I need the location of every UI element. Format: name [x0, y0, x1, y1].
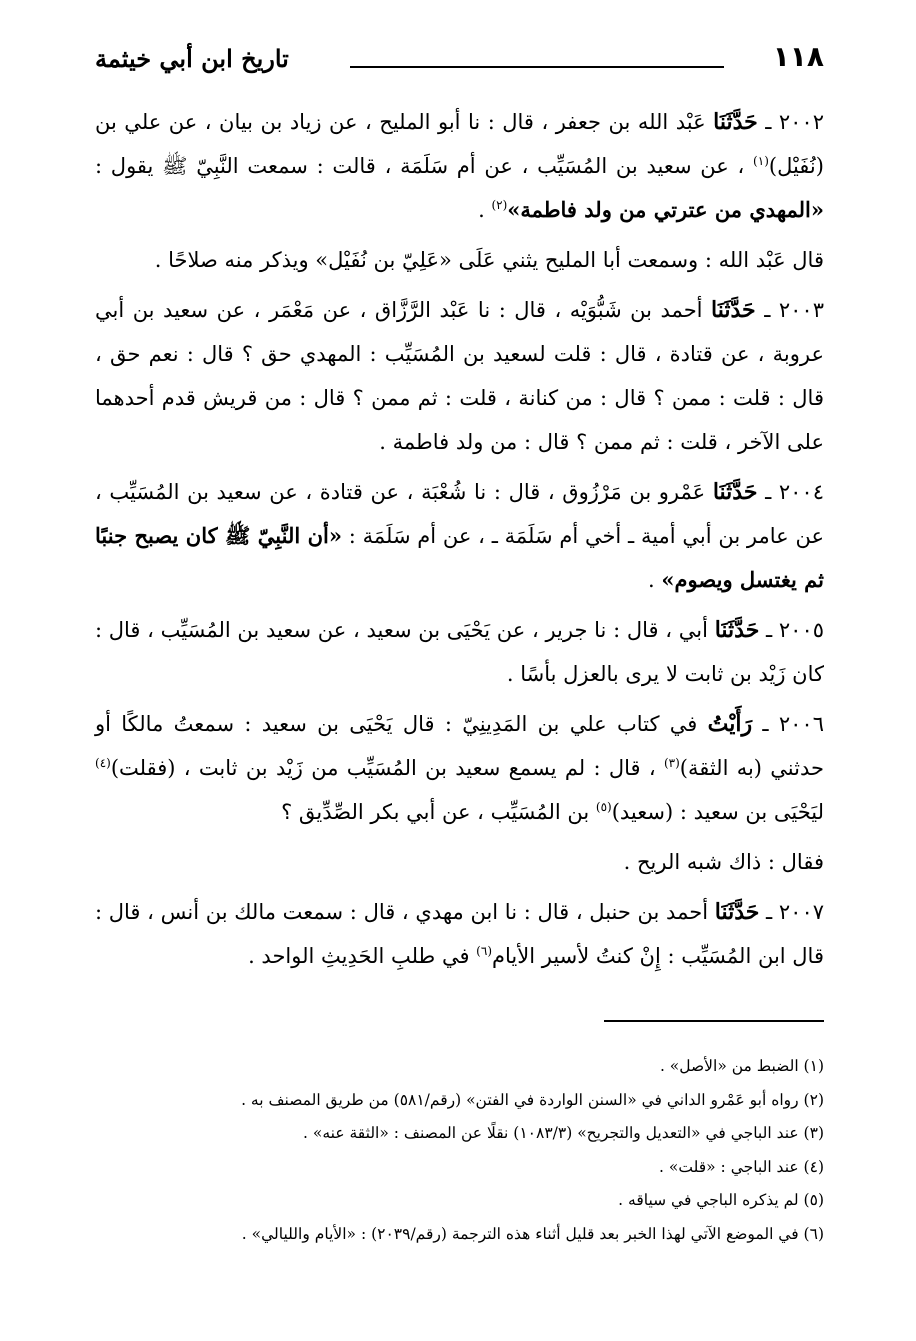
footnotes [95, 1050, 824, 1251]
entry-text: أبي ، قال : نا جرير ، عن يَحْيَى بن سعيد ، عن سعيد بن المُسَيِّب ، قال : كان زَيْد بن ثابت لا يرى بالعزل بأسًا . [95, 618, 824, 686]
entry-lead: حَدَّثَنَا [711, 297, 756, 323]
footnote: (٣) عند الباجي في «التعديل والتجريح» (١٠٨٣/٣) نقلًا عن المصنف : «الثقة عنه» . [303, 1124, 824, 1142]
entry-lead: حَدَّثَنَا [714, 899, 760, 925]
entry-text: ، عن سعيد بن المُسَيِّب ، عن أم سَلَمَة ، قالت : سمعت النَّبِيّ ﷺ يقول : [95, 154, 745, 178]
entry-end: . [478, 198, 485, 222]
entry-end: . [648, 568, 655, 592]
hadith-quote: «أن النَّبِيّ ﷺ كان يصبح جنبًا ثم يغتسل ويصوم» [95, 523, 824, 592]
entry-note [95, 238, 824, 282]
entry-text: ليَحْيَى بن سعيد : (سعيد) [611, 800, 824, 824]
entry-text: أحمد بن شَبُّوَيْه ، قال : نا عَبْد الرَّزَّاق ، عن مَعْمَر ، عن سعيد بن أبي عروبة ، عن قتادة ، قال : قلت لسعيد بن المُسَيِّب : المهدي حق ؟ قال : نعم حق ، قال : قلت : ممن ؟ قال : من كنانة ، قلت : ثم ممن ؟ قال : من قريش قدم أحدهما على الآخر ، قلت : ثم ممن ؟ قال : من ولد فاطمة . [95, 298, 824, 454]
entry-number: ٢٠٠٥ ـ [766, 618, 825, 642]
entry-number: ٢٠٠٢ ـ [765, 110, 824, 134]
entry-lead: حَدَّثَنَا [712, 479, 758, 505]
entry-text: في طلبِ الحَدِيثِ الواحد . [248, 944, 470, 968]
entry-lead: حَدَّثَنَا [713, 109, 758, 135]
entry-text: أحمد بن حنبل ، قال : نا ابن مهدي ، قال : سمعت مالك بن أنس ، قال : قال ابن المُسَيِّب : إِنْ كنتُ لأسير الأيام [95, 900, 824, 968]
entry-note [95, 840, 824, 884]
hadith-quote: «المهدي من عترتي من ولد فاطمة» [507, 197, 824, 222]
entry-lead: حَدَّثَنَا [714, 617, 760, 643]
entry-2006 [95, 702, 824, 834]
footnote-ref: (٦) [476, 944, 492, 958]
entry-text: عَبْد الله بن جعفر ، قال : نا أبو المليح ، عن زياد بن بيان ، عن علي بن (نُفَيْل) [95, 110, 824, 178]
entry-2002 [95, 100, 824, 232]
entry-2004 [95, 470, 824, 602]
footnote: (٦) في الموضع الآتي لهذا الخبر بعد قليل أثناء هذه الترجمة (رقم/٢٠٣٩) : «الأيام والليالي» . [241, 1224, 824, 1243]
entry-text: بن المُسَيِّب ، عن أبي بكر الصِّدِّيق ؟ [281, 800, 590, 824]
main-text [95, 100, 824, 984]
entry-lead: رَأَيْتُ [707, 711, 753, 737]
entry-text: ، قال : لم يسمع سعيد بن المُسَيِّب من زَيْد بن ثابت ، (فقلت) [110, 756, 656, 780]
footnote: (٤) عند الباجي : «قلت» . [659, 1157, 824, 1176]
header-rule [350, 66, 724, 68]
footnote-ref: (٤) [95, 756, 111, 770]
page-number: ١١٨ [772, 40, 824, 73]
entry-2005 [95, 608, 824, 696]
entry-number: ٢٠٠٣ ـ [764, 298, 824, 322]
footnote: (٥) لم يذكره الباجي في سياقه . [618, 1191, 824, 1209]
footnote: (١) الضبط من «الأصل» . [659, 1057, 824, 1075]
footnote-ref: (٣) [663, 756, 680, 770]
entry-text: قال عَبْد الله : وسمعت أبا المليح يثني عَلَى «عَلِيّ بن نُفَيْل» ويذكر منه صلاحًا . [154, 248, 824, 272]
footnote-ref: (٥) [595, 800, 612, 814]
entry-text: فقال : ذاك شبه الريح . [623, 850, 824, 874]
footnote-ref: (١) [753, 154, 769, 168]
book-title: تاريخ ابن أبي خيثمة [95, 44, 289, 73]
entry-number: ٢٠٠٧ ـ [766, 900, 825, 924]
footnote-separator [604, 1020, 824, 1022]
footnote: (٢) رواه أبو عَمْرو الداني في «السنن الواردة في الفتن» (رقم/٥٨١) من طريق المصنف به . [241, 1090, 824, 1109]
entry-2007 [95, 890, 824, 978]
entry-number: ٢٠٠٤ ـ [765, 480, 824, 504]
entry-number: ٢٠٠٦ ـ [762, 712, 824, 736]
footnote-ref: (٢) [491, 198, 508, 212]
entry-text: عَمْرو بن مَرْزُوق ، قال : نا شُعْبَة ، عن قتادة ، عن سعيد بن المُسَيِّب ، عن عامر بن أبي أمية ـ أخي أم سَلَمَة ـ ، عن أم سَلَمَة : [95, 480, 824, 548]
entry-text: في كتاب علي بن المَدِينِيّ : قال يَحْيَى بن سعيد : سمعتُ مالكًا أو حدثني (به الثقة) [95, 712, 824, 780]
page-header [95, 40, 824, 90]
entry-2003 [95, 288, 824, 464]
